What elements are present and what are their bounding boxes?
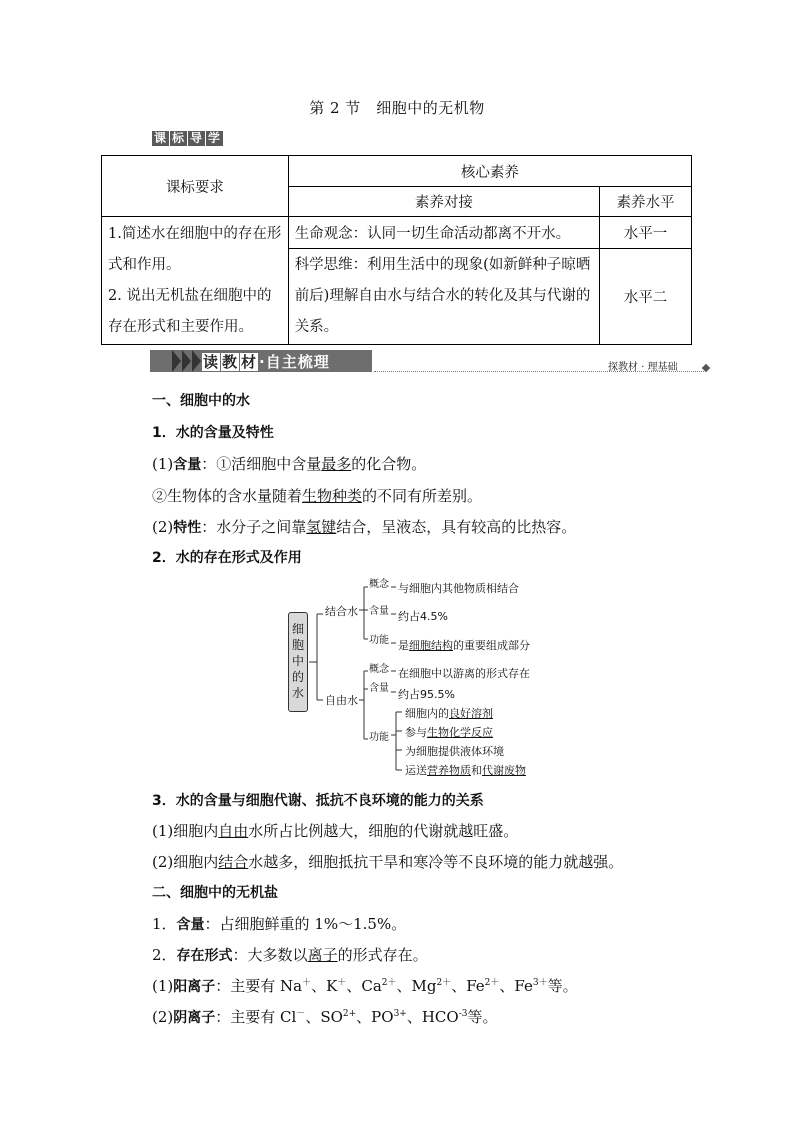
subheading-content: 1．水的含量及特性 — [152, 425, 274, 441]
text: (2) — [152, 1008, 174, 1026]
banner-char: 材 — [241, 353, 258, 371]
banner-subtitle: 探教材 · 理基础 — [608, 362, 678, 373]
free-function-1 — [405, 705, 493, 721]
underlined-text: 营养物质 — [427, 764, 471, 777]
text: 、Fe — [499, 977, 533, 995]
banner-char: 读 — [203, 353, 220, 371]
superscript: － — [296, 1009, 306, 1019]
free-concept: 在细胞中以游离的形式存在 — [398, 667, 530, 680]
text: 、PO — [356, 1008, 394, 1026]
text: 、Fe — [451, 977, 485, 995]
heading-salts: 二、细胞中的无机盐 — [152, 885, 278, 901]
chevron-icon — [182, 350, 191, 372]
text: ：主要有 Na — [215, 977, 303, 995]
text: 水越多，细胞抵抗干旱和寒冷等不良环境的能力就越强。 — [248, 853, 624, 871]
text: 、Mg — [396, 977, 437, 995]
superscript: 2＋ — [381, 978, 397, 988]
superscript: -3 — [458, 1009, 468, 1019]
underlined-text: 结合 — [218, 853, 249, 871]
text: 的化合物。 — [351, 455, 427, 473]
text: ②生物体的含水量随着 — [152, 487, 303, 505]
text: ：主要有 Cl — [215, 1008, 297, 1026]
text: 、K — [311, 977, 338, 995]
text: 细胞内的 — [405, 707, 449, 720]
text: 和 — [471, 764, 482, 777]
banner-char: 教 — [222, 353, 239, 371]
text: (2)细胞内 — [152, 853, 219, 871]
text: ：水分子之间靠 — [201, 518, 307, 536]
banner-rest: ·自主梳理 — [259, 353, 330, 371]
text-line — [152, 913, 406, 934]
cation-line — [152, 975, 578, 996]
banner-title — [202, 351, 330, 372]
badge-char: 课 — [154, 131, 168, 145]
text: 、Ca — [346, 977, 382, 995]
literacy-level-2: 水平二 — [600, 249, 692, 345]
label-concept: 概念 — [369, 579, 389, 590]
requirement-2: 2. 说出无机盐在细胞中的存在形式和主要作用。 — [108, 288, 272, 335]
text: (1)细胞内 — [152, 822, 219, 840]
text: (2) — [152, 518, 174, 536]
text: 的不同有所差别。 — [362, 487, 483, 505]
superscript: 3＋ — [532, 978, 548, 988]
text: ：①活细胞中含量 — [201, 455, 322, 473]
bold-text: 含量 — [176, 917, 205, 933]
underlined-text: 生物化学反应 — [427, 726, 493, 739]
bound-content: 约占4.5% — [398, 610, 448, 623]
text-line — [152, 453, 426, 474]
underlined-text: 代谢废物 — [482, 764, 526, 777]
header-requirements: 课标要求 — [102, 156, 289, 217]
header-core-literacy: 核心素养 — [288, 156, 691, 187]
free-water-label: 自由水 — [325, 694, 358, 707]
bound-water-label: 结合水 — [325, 605, 358, 618]
requirement-1: 1.简述水在细胞中的存在形式和作用。 — [108, 226, 282, 273]
bold-text: 阳离子 — [173, 979, 216, 995]
underlined-text: 良好溶剂 — [449, 707, 493, 720]
section-badge — [152, 131, 224, 146]
bold-text: 存在形式 — [176, 948, 233, 964]
superscript: 3+ — [393, 1009, 407, 1019]
root-char: 细 — [291, 622, 304, 636]
text: 参与 — [405, 726, 427, 739]
underlined-text: 氢键 — [306, 518, 337, 536]
literacy-level-1: 水平一 — [600, 217, 692, 249]
heading-water: 一、细胞中的水 — [152, 393, 250, 409]
text-line — [152, 516, 576, 537]
bound-function — [398, 637, 530, 653]
free-function-4 — [405, 762, 526, 778]
free-content: 约占95.5% — [398, 688, 455, 701]
free-function-3: 为细胞提供液体环境 — [405, 745, 504, 758]
underlined-text: 细胞结构 — [409, 639, 453, 652]
label-content: 含量 — [369, 683, 389, 694]
anion-line — [152, 1006, 498, 1027]
text: ：大多数以 — [232, 946, 308, 964]
header-literacy-level: 素养水平 — [600, 187, 692, 217]
page-title: 第 2 节 细胞中的无机物 — [309, 99, 485, 117]
literacy-link-2: 科学思维：利用生活中的现象(如新鲜种子晾晒前后)理解自由水与结合水的转化及其与代谢的关系。 — [288, 249, 599, 345]
text-line — [152, 485, 482, 506]
superscript: 2＋ — [436, 978, 452, 988]
root-char: 水 — [291, 686, 304, 700]
water-forms-diagram — [284, 572, 554, 778]
superscript: ＋ — [302, 978, 312, 988]
diagram-root — [288, 612, 308, 712]
badge-char: 导 — [190, 131, 204, 145]
text: (1) — [152, 455, 174, 473]
superscript: 2＋ — [484, 978, 500, 988]
label-content: 含量 — [369, 606, 389, 617]
text: 水所占比例越大，细胞的代谢就越旺盛。 — [248, 822, 519, 840]
subheading-relationship: 3．水的含量与细胞代谢、抵抗不良环境的能力的关系 — [152, 793, 484, 809]
text: 2． — [152, 946, 177, 964]
root-char: 胞 — [291, 638, 304, 652]
text: 、HCO — [406, 1008, 459, 1026]
text: 、SO — [305, 1008, 343, 1026]
underlined-text: 离子 — [307, 946, 338, 964]
text: 结合，呈液态，具有较高的比热容。 — [336, 518, 577, 536]
superscript: 2+ — [342, 1009, 357, 1019]
superscript: ＋ — [337, 978, 347, 988]
text: 等。 — [467, 1008, 498, 1026]
free-function-2 — [405, 724, 493, 740]
text: 1． — [152, 915, 177, 933]
bold-text: 特性 — [173, 520, 202, 536]
label-function: 功能 — [369, 732, 389, 743]
text: 是 — [398, 639, 409, 652]
literacy-link-1: 生命观念：认同一切生命活动都离不开水。 — [288, 217, 599, 249]
text: 等。 — [547, 977, 578, 995]
underlined-text: 最多 — [321, 455, 352, 473]
label-concept: 概念 — [369, 664, 389, 675]
subheading-forms: 2．水的存在形式及作用 — [152, 550, 302, 566]
curriculum-table — [101, 155, 692, 345]
bold-text: 阴离子 — [173, 1010, 216, 1026]
badge-char: 标 — [172, 131, 186, 145]
bold-text: 含量 — [173, 457, 202, 473]
chevron-icon — [172, 350, 181, 372]
label-function: 功能 — [369, 635, 389, 646]
text: 的形式存在。 — [337, 946, 428, 964]
text-line — [152, 944, 428, 965]
chevron-icon — [192, 350, 201, 372]
text: 运送 — [405, 764, 427, 777]
requirements-cell — [102, 217, 289, 345]
badge-char: 学 — [208, 131, 222, 145]
text: ：占细胞鲜重的 1%～1.5%。 — [204, 915, 407, 933]
text: (1) — [152, 977, 174, 995]
root-char: 中 — [291, 654, 304, 668]
text-line — [152, 820, 518, 841]
underlined-text: 自由 — [218, 822, 249, 840]
header-literacy-link: 素养对接 — [288, 187, 599, 217]
text: 的重要组成部分 — [453, 639, 530, 652]
bound-concept: 与细胞内其他物质相结合 — [398, 582, 519, 595]
section-banner — [150, 348, 712, 376]
underlined-text: 生物种类 — [302, 487, 363, 505]
text-line — [152, 851, 623, 872]
root-char: 的 — [291, 670, 304, 684]
